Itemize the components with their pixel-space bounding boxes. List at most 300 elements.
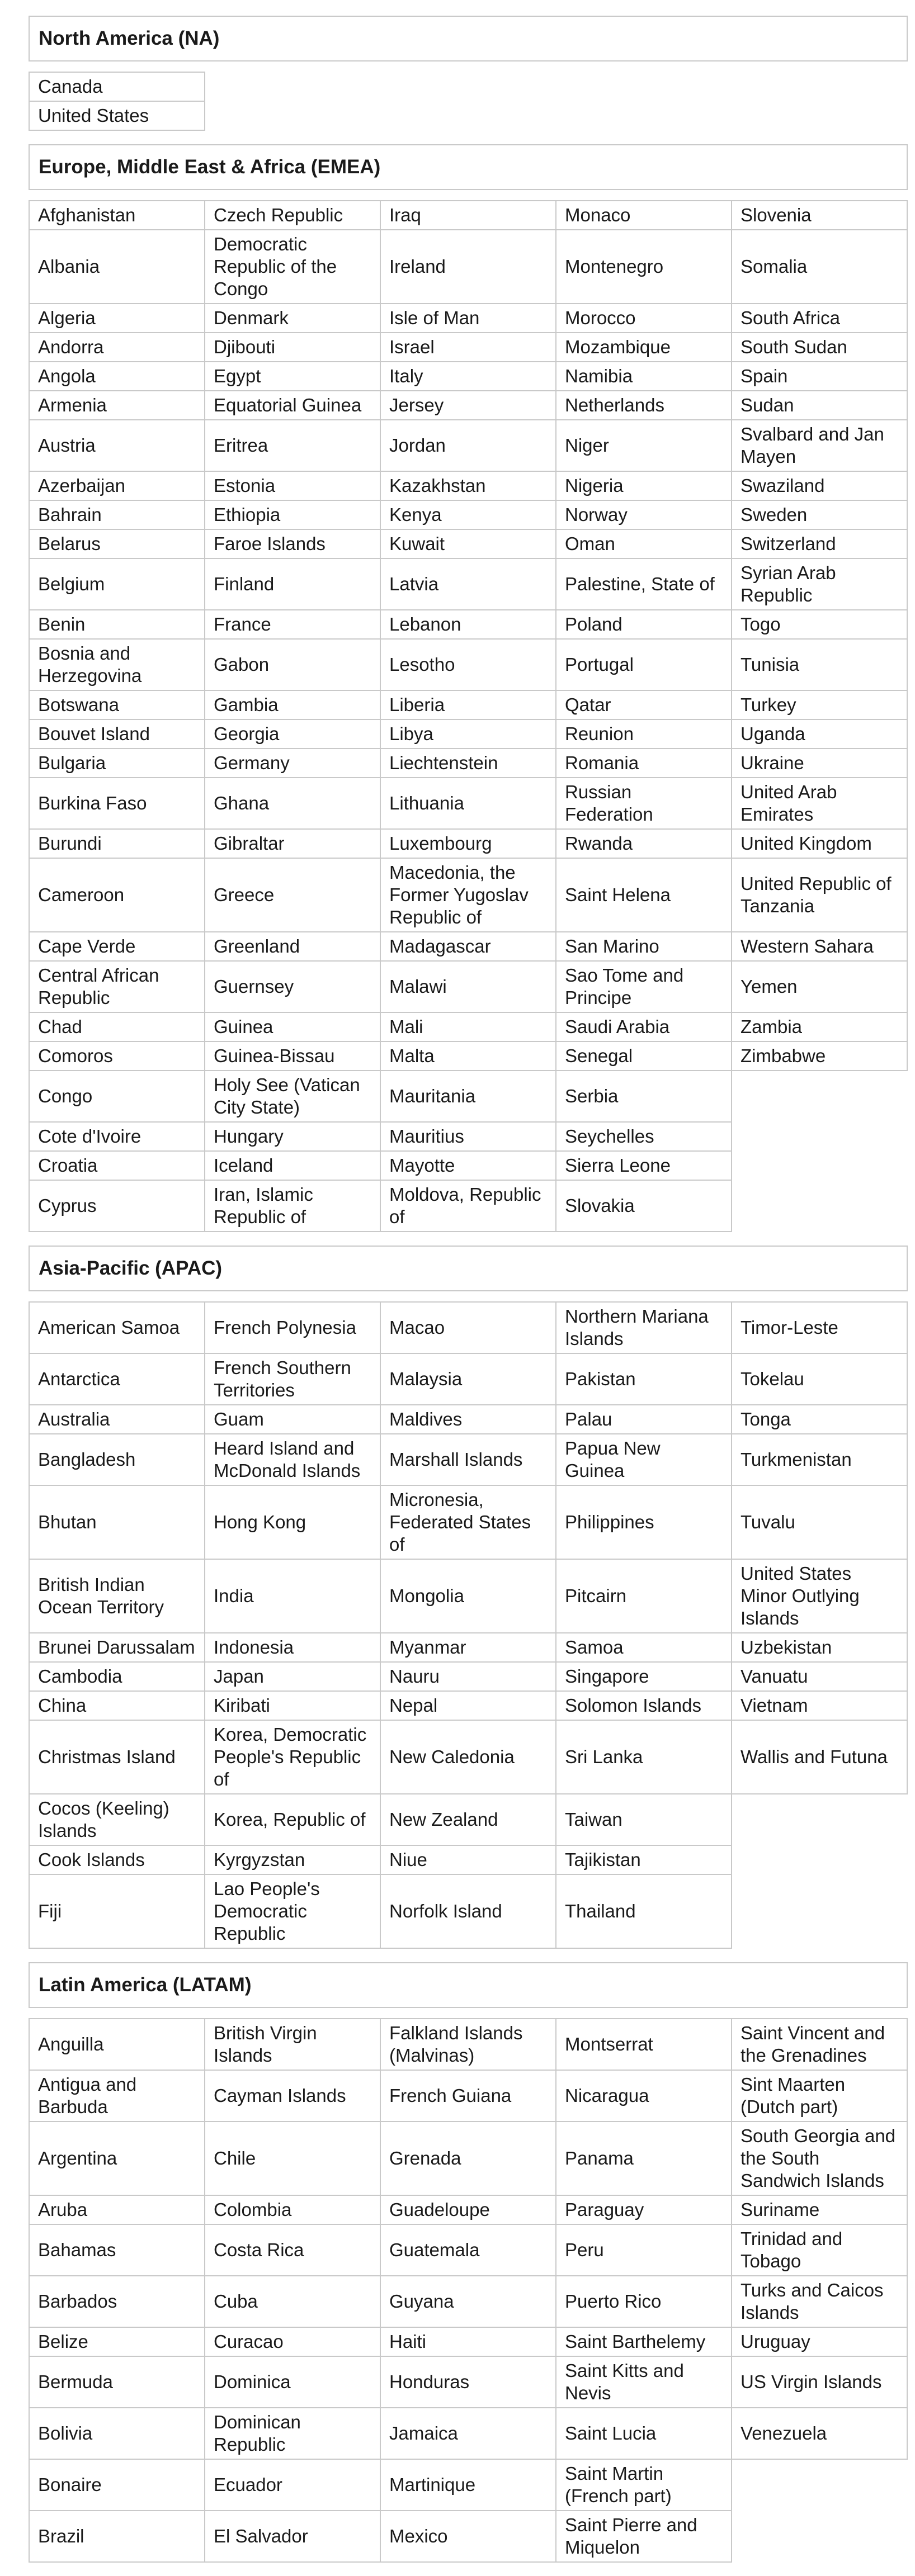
country-cell: Guam bbox=[205, 1405, 380, 1434]
empty-cell bbox=[732, 1151, 907, 1180]
country-cell: Equatorial Guinea bbox=[205, 391, 380, 420]
country-cell: Liechtenstein bbox=[380, 749, 556, 778]
country-cell: Montserrat bbox=[556, 2019, 732, 2070]
country-cell: Nigeria bbox=[556, 471, 732, 500]
country-cell: Curacao bbox=[205, 2327, 380, 2356]
country-cell: French Guiana bbox=[380, 2070, 556, 2122]
country-cell: Maldives bbox=[380, 1405, 556, 1434]
country-cell: Netherlands bbox=[556, 391, 732, 420]
table-row bbox=[29, 2276, 907, 2327]
country-table-latam bbox=[29, 2018, 908, 2563]
country-cell: Macedonia, the Former Yugoslav Republic of bbox=[380, 858, 556, 932]
country-cell: Ethiopia bbox=[205, 500, 380, 529]
country-cell: Heard Island and McDonald Islands bbox=[205, 1434, 380, 1485]
country-cell: Cambodia bbox=[29, 1662, 205, 1691]
country-cell: Comoros bbox=[29, 1041, 205, 1071]
table-row bbox=[29, 719, 907, 749]
country-cell: Niger bbox=[556, 420, 732, 471]
country-cell: Ukraine bbox=[732, 749, 907, 778]
table-row bbox=[29, 72, 908, 101]
empty-cell bbox=[732, 72, 908, 101]
table-row bbox=[29, 1071, 907, 1122]
country-cell: Egypt bbox=[205, 362, 380, 391]
empty-cell bbox=[732, 1845, 907, 1874]
country-cell: Hungary bbox=[205, 1122, 380, 1151]
region-section-emea bbox=[29, 144, 908, 1232]
table-row bbox=[29, 1874, 907, 1948]
country-cell: US Virgin Islands bbox=[732, 2356, 907, 2408]
country-cell: South Sudan bbox=[732, 333, 907, 362]
country-cell: Nauru bbox=[380, 1662, 556, 1691]
table-row bbox=[29, 1434, 907, 1485]
country-cell: Guadeloupe bbox=[380, 2195, 556, 2224]
country-cell: Monaco bbox=[556, 201, 732, 230]
country-cell: Togo bbox=[732, 610, 907, 639]
table-row bbox=[29, 2356, 907, 2408]
country-cell: Mexico bbox=[380, 2511, 556, 2562]
country-cell: Qatar bbox=[556, 690, 732, 719]
country-cell: Kazakhstan bbox=[380, 471, 556, 500]
region-header-na: North America (NA) bbox=[29, 16, 908, 61]
country-cell: Taiwan bbox=[556, 1794, 732, 1845]
empty-cell bbox=[732, 1122, 907, 1151]
country-cell: Italy bbox=[380, 362, 556, 391]
country-cell: Bouvet Island bbox=[29, 719, 205, 749]
country-cell: New Zealand bbox=[380, 1794, 556, 1845]
country-cell: Timor-Leste bbox=[732, 1302, 907, 1353]
country-cell: Indonesia bbox=[205, 1633, 380, 1662]
country-cell: France bbox=[205, 610, 380, 639]
empty-cell bbox=[205, 72, 380, 101]
country-cell: Lao People's Democratic Republic bbox=[205, 1874, 380, 1948]
country-cell: Georgia bbox=[205, 719, 380, 749]
table-row bbox=[29, 610, 907, 639]
country-cell: Burundi bbox=[29, 829, 205, 858]
country-cell: Greece bbox=[205, 858, 380, 932]
country-cell: Spain bbox=[732, 362, 907, 391]
empty-cell bbox=[732, 1180, 907, 1232]
country-cell: Cocos (Keeling) Islands bbox=[29, 1794, 205, 1845]
country-cell: Bonaire bbox=[29, 2459, 205, 2511]
country-cell: Gabon bbox=[205, 639, 380, 690]
country-cell: Uganda bbox=[732, 719, 907, 749]
country-cell: Isle of Man bbox=[380, 304, 556, 333]
country-cell: Singapore bbox=[556, 1662, 732, 1691]
country-cell: Samoa bbox=[556, 1633, 732, 1662]
empty-cell bbox=[732, 101, 908, 130]
country-cell: Cameroon bbox=[29, 858, 205, 932]
country-cell: Djibouti bbox=[205, 333, 380, 362]
country-cell: Croatia bbox=[29, 1151, 205, 1180]
table-row bbox=[29, 2122, 907, 2195]
country-cell: Guinea bbox=[205, 1012, 380, 1041]
country-cell: Azerbaijan bbox=[29, 471, 205, 500]
table-row bbox=[29, 201, 907, 230]
country-table-apac bbox=[29, 1301, 908, 1949]
table-row bbox=[29, 749, 907, 778]
country-cell: Algeria bbox=[29, 304, 205, 333]
table-row bbox=[29, 362, 907, 391]
country-cell: Saint Helena bbox=[556, 858, 732, 932]
country-cell: Czech Republic bbox=[205, 201, 380, 230]
table-row bbox=[29, 1485, 907, 1559]
country-cell: Tonga bbox=[732, 1405, 907, 1434]
country-cell: Barbados bbox=[29, 2276, 205, 2327]
country-cell: Congo bbox=[29, 1071, 205, 1122]
region-section-latam bbox=[29, 1962, 908, 2563]
country-cell: Saint Barthelemy bbox=[556, 2327, 732, 2356]
country-cell: United Republic of Tanzania bbox=[732, 858, 907, 932]
country-cell: Morocco bbox=[556, 304, 732, 333]
country-cell: Micronesia, Federated States of bbox=[380, 1485, 556, 1559]
empty-cell bbox=[732, 2511, 907, 2562]
country-cell: Moldova, Republic of bbox=[380, 1180, 556, 1232]
country-cell: Democratic Republic of the Congo bbox=[205, 230, 380, 304]
country-cell: Western Sahara bbox=[732, 932, 907, 961]
country-cell: Sudan bbox=[732, 391, 907, 420]
table-row bbox=[29, 1302, 907, 1353]
table-row bbox=[29, 2459, 907, 2511]
country-cell: Estonia bbox=[205, 471, 380, 500]
table-row bbox=[29, 858, 907, 932]
country-cell: Syrian Arab Republic bbox=[732, 558, 907, 610]
country-cell: Saint Lucia bbox=[556, 2408, 732, 2459]
country-cell: Saint Martin (French part) bbox=[556, 2459, 732, 2511]
country-cell: Christmas Island bbox=[29, 1720, 205, 1794]
region-header-emea: Europe, Middle East & Africa (EMEA) bbox=[29, 144, 908, 190]
country-cell: Faroe Islands bbox=[205, 529, 380, 558]
country-cell: Brazil bbox=[29, 2511, 205, 2562]
country-cell: Uzbekistan bbox=[732, 1633, 907, 1662]
country-cell: Sweden bbox=[732, 500, 907, 529]
country-cell: Sri Lanka bbox=[556, 1720, 732, 1794]
country-cell: Belgium bbox=[29, 558, 205, 610]
country-cell: Australia bbox=[29, 1405, 205, 1434]
country-cell: Turks and Caicos Islands bbox=[732, 2276, 907, 2327]
country-table-na bbox=[29, 72, 908, 131]
country-cell: Luxembourg bbox=[380, 829, 556, 858]
country-cell: Saint Vincent and the Grenadines bbox=[732, 2019, 907, 2070]
country-cell: Reunion bbox=[556, 719, 732, 749]
country-cell: New Caledonia bbox=[380, 1720, 556, 1794]
country-cell: South Africa bbox=[732, 304, 907, 333]
country-cell: Oman bbox=[556, 529, 732, 558]
country-cell: Central African Republic bbox=[29, 961, 205, 1012]
regions-container bbox=[29, 16, 908, 2563]
country-cell: Guyana bbox=[380, 2276, 556, 2327]
country-cell: Seychelles bbox=[556, 1122, 732, 1151]
table-row bbox=[29, 2408, 907, 2459]
table-row bbox=[29, 778, 907, 829]
country-cell: Thailand bbox=[556, 1874, 732, 1948]
table-row bbox=[29, 529, 907, 558]
empty-cell bbox=[380, 101, 556, 130]
table-row bbox=[29, 1720, 907, 1794]
table-row bbox=[29, 1012, 907, 1041]
country-cell: Rwanda bbox=[556, 829, 732, 858]
country-cell: United Kingdom bbox=[732, 829, 907, 858]
country-cell: Bolivia bbox=[29, 2408, 205, 2459]
country-cell: Mali bbox=[380, 1012, 556, 1041]
country-cell: Portugal bbox=[556, 639, 732, 690]
country-cell: Nepal bbox=[380, 1691, 556, 1720]
country-cell: Mongolia bbox=[380, 1559, 556, 1633]
country-cell: Guernsey bbox=[205, 961, 380, 1012]
country-cell: Holy See (Vatican City State) bbox=[205, 1071, 380, 1122]
country-cell: Ireland bbox=[380, 230, 556, 304]
table-row bbox=[29, 1405, 907, 1434]
table-row bbox=[29, 639, 907, 690]
country-cell: Niue bbox=[380, 1845, 556, 1874]
country-cell: Botswana bbox=[29, 690, 205, 719]
country-cell: Denmark bbox=[205, 304, 380, 333]
country-cell: Kenya bbox=[380, 500, 556, 529]
country-cell: Jamaica bbox=[380, 2408, 556, 2459]
country-cell: Israel bbox=[380, 333, 556, 362]
country-cell: Honduras bbox=[380, 2356, 556, 2408]
country-cell: Liberia bbox=[380, 690, 556, 719]
country-cell: Mauritius bbox=[380, 1122, 556, 1151]
empty-cell bbox=[732, 2459, 907, 2511]
table-row bbox=[29, 1845, 907, 1874]
country-cell: United States bbox=[29, 101, 205, 130]
table-row bbox=[29, 2070, 907, 2122]
country-cell: Bosnia and Herzegovina bbox=[29, 639, 205, 690]
table-row bbox=[29, 230, 907, 304]
country-cell: Bermuda bbox=[29, 2356, 205, 2408]
country-cell: Palestine, State of bbox=[556, 558, 732, 610]
country-cell: Venezuela bbox=[732, 2408, 907, 2459]
country-cell: Colombia bbox=[205, 2195, 380, 2224]
country-cell: Saint Kitts and Nevis bbox=[556, 2356, 732, 2408]
country-cell: Iceland bbox=[205, 1151, 380, 1180]
country-cell: Germany bbox=[205, 749, 380, 778]
table-row bbox=[29, 101, 908, 130]
empty-cell bbox=[732, 1874, 907, 1948]
country-cell: Jersey bbox=[380, 391, 556, 420]
table-row bbox=[29, 690, 907, 719]
empty-cell bbox=[556, 72, 732, 101]
country-cell: Aruba bbox=[29, 2195, 205, 2224]
country-cell: Zambia bbox=[732, 1012, 907, 1041]
country-cell: Burkina Faso bbox=[29, 778, 205, 829]
region-section-na bbox=[29, 16, 908, 131]
country-cell: Bahrain bbox=[29, 500, 205, 529]
country-cell: Sao Tome and Principe bbox=[556, 961, 732, 1012]
country-cell: Suriname bbox=[732, 2195, 907, 2224]
country-cell: Palau bbox=[556, 1405, 732, 1434]
empty-cell bbox=[732, 1794, 907, 1845]
country-cell: Brunei Darussalam bbox=[29, 1633, 205, 1662]
empty-cell bbox=[556, 101, 732, 130]
table-row bbox=[29, 2511, 907, 2562]
country-cell: French Polynesia bbox=[205, 1302, 380, 1353]
country-cell: Mozambique bbox=[556, 333, 732, 362]
country-cell: Sint Maarten (Dutch part) bbox=[732, 2070, 907, 2122]
table-row bbox=[29, 961, 907, 1012]
country-cell: Panama bbox=[556, 2122, 732, 2195]
country-cell: Korea, Republic of bbox=[205, 1794, 380, 1845]
table-row bbox=[29, 1151, 907, 1180]
country-cell: Kiribati bbox=[205, 1691, 380, 1720]
region-header-latam: Latin America (LATAM) bbox=[29, 1962, 908, 2008]
table-row bbox=[29, 2224, 907, 2276]
country-cell: British Indian Ocean Territory bbox=[29, 1559, 205, 1633]
country-cell: Bahamas bbox=[29, 2224, 205, 2276]
country-cell: Solomon Islands bbox=[556, 1691, 732, 1720]
country-cell: Swaziland bbox=[732, 471, 907, 500]
country-cell: Svalbard and Jan Mayen bbox=[732, 420, 907, 471]
country-cell: Benin bbox=[29, 610, 205, 639]
country-cell: Yemen bbox=[732, 961, 907, 1012]
region-section-apac bbox=[29, 1246, 908, 1949]
country-cell: United Arab Emirates bbox=[732, 778, 907, 829]
country-cell: Armenia bbox=[29, 391, 205, 420]
country-cell: Ecuador bbox=[205, 2459, 380, 2511]
country-cell: Vietnam bbox=[732, 1691, 907, 1720]
country-cell: Peru bbox=[556, 2224, 732, 2276]
country-cell: Latvia bbox=[380, 558, 556, 610]
table-row bbox=[29, 829, 907, 858]
country-cell: Cote d'Ivoire bbox=[29, 1122, 205, 1151]
country-cell: Dominica bbox=[205, 2356, 380, 2408]
country-cell: Romania bbox=[556, 749, 732, 778]
country-cell: Fiji bbox=[29, 1874, 205, 1948]
country-cell: Gambia bbox=[205, 690, 380, 719]
country-cell: Northern Mariana Islands bbox=[556, 1302, 732, 1353]
country-cell: Zimbabwe bbox=[732, 1041, 907, 1071]
table-row bbox=[29, 558, 907, 610]
country-cell: Bhutan bbox=[29, 1485, 205, 1559]
country-cell: Dominican Republic bbox=[205, 2408, 380, 2459]
country-cell: Iraq bbox=[380, 201, 556, 230]
country-cell: Antarctica bbox=[29, 1353, 205, 1405]
country-cell: Grenada bbox=[380, 2122, 556, 2195]
country-cell: Costa Rica bbox=[205, 2224, 380, 2276]
country-cell: El Salvador bbox=[205, 2511, 380, 2562]
country-cell: Libya bbox=[380, 719, 556, 749]
country-cell: Turkmenistan bbox=[732, 1434, 907, 1485]
country-cell: Malaysia bbox=[380, 1353, 556, 1405]
country-cell: Kuwait bbox=[380, 529, 556, 558]
table-row bbox=[29, 420, 907, 471]
table-row bbox=[29, 333, 907, 362]
country-cell: French Southern Territories bbox=[205, 1353, 380, 1405]
country-cell: Slovakia bbox=[556, 1180, 732, 1232]
country-cell: Montenegro bbox=[556, 230, 732, 304]
country-cell: Iran, Islamic Republic of bbox=[205, 1180, 380, 1232]
country-cell: Pitcairn bbox=[556, 1559, 732, 1633]
country-table-emea bbox=[29, 200, 908, 1232]
country-cell: Marshall Islands bbox=[380, 1434, 556, 1485]
country-cell: Slovenia bbox=[732, 201, 907, 230]
country-cell: China bbox=[29, 1691, 205, 1720]
country-cell: Mayotte bbox=[380, 1151, 556, 1180]
table-row bbox=[29, 1559, 907, 1633]
table-row bbox=[29, 1180, 907, 1232]
table-row bbox=[29, 932, 907, 961]
country-cell: Canada bbox=[29, 72, 205, 101]
empty-cell bbox=[205, 101, 380, 130]
country-cell: Malawi bbox=[380, 961, 556, 1012]
region-header-apac: Asia-Pacific (APAC) bbox=[29, 1246, 908, 1291]
table-row bbox=[29, 500, 907, 529]
country-cell: Lesotho bbox=[380, 639, 556, 690]
country-cell: Finland bbox=[205, 558, 380, 610]
table-row bbox=[29, 471, 907, 500]
country-cell: Turkey bbox=[732, 690, 907, 719]
country-cell: Russian Federation bbox=[556, 778, 732, 829]
country-cell: Saudi Arabia bbox=[556, 1012, 732, 1041]
country-cell: Philippines bbox=[556, 1485, 732, 1559]
country-cell: Hong Kong bbox=[205, 1485, 380, 1559]
country-cell: Papua New Guinea bbox=[556, 1434, 732, 1485]
country-cell: Chad bbox=[29, 1012, 205, 1041]
country-cell: Guinea-Bissau bbox=[205, 1041, 380, 1071]
country-cell: Norfolk Island bbox=[380, 1874, 556, 1948]
table-row bbox=[29, 2195, 907, 2224]
table-row bbox=[29, 1662, 907, 1691]
country-cell: Martinique bbox=[380, 2459, 556, 2511]
empty-cell bbox=[732, 1071, 907, 1122]
country-cell: Macao bbox=[380, 1302, 556, 1353]
country-cell: United States Minor Outlying Islands bbox=[732, 1559, 907, 1633]
country-cell: Somalia bbox=[732, 230, 907, 304]
country-cell: Cape Verde bbox=[29, 932, 205, 961]
country-cell: Angola bbox=[29, 362, 205, 391]
table-row bbox=[29, 1633, 907, 1662]
country-cell: Senegal bbox=[556, 1041, 732, 1071]
country-cell: Lebanon bbox=[380, 610, 556, 639]
country-cell: Myanmar bbox=[380, 1633, 556, 1662]
country-cell: Kyrgyzstan bbox=[205, 1845, 380, 1874]
country-cell: Nicaragua bbox=[556, 2070, 732, 2122]
country-cell: Gibraltar bbox=[205, 829, 380, 858]
country-cell: Tajikistan bbox=[556, 1845, 732, 1874]
country-cell: Uruguay bbox=[732, 2327, 907, 2356]
country-cell: Vanuatu bbox=[732, 1662, 907, 1691]
country-cell: Albania bbox=[29, 230, 205, 304]
table-row bbox=[29, 1122, 907, 1151]
table-row bbox=[29, 1794, 907, 1845]
country-cell: Puerto Rico bbox=[556, 2276, 732, 2327]
country-cell: Jordan bbox=[380, 420, 556, 471]
country-cell: Sierra Leone bbox=[556, 1151, 732, 1180]
country-cell: Andorra bbox=[29, 333, 205, 362]
country-cell: Argentina bbox=[29, 2122, 205, 2195]
country-cell: Cyprus bbox=[29, 1180, 205, 1232]
country-cell: Tokelau bbox=[732, 1353, 907, 1405]
country-cell: Belize bbox=[29, 2327, 205, 2356]
country-cell: Namibia bbox=[556, 362, 732, 391]
country-cell: Chile bbox=[205, 2122, 380, 2195]
country-cell: Norway bbox=[556, 500, 732, 529]
country-cell: Tunisia bbox=[732, 639, 907, 690]
country-cell: Switzerland bbox=[732, 529, 907, 558]
country-cell: Bulgaria bbox=[29, 749, 205, 778]
table-row bbox=[29, 1041, 907, 1071]
country-cell: San Marino bbox=[556, 932, 732, 961]
country-cell: Cook Islands bbox=[29, 1845, 205, 1874]
country-cell: Belarus bbox=[29, 529, 205, 558]
country-cell: British Virgin Islands bbox=[205, 2019, 380, 2070]
country-cell: Korea, Democratic People's Republic of bbox=[205, 1720, 380, 1794]
country-cell: South Georgia and the South Sandwich Islands bbox=[732, 2122, 907, 2195]
country-cell: Wallis and Futuna bbox=[732, 1720, 907, 1794]
country-cell: Madagascar bbox=[380, 932, 556, 961]
country-cell: Malta bbox=[380, 1041, 556, 1071]
country-cell: Cayman Islands bbox=[205, 2070, 380, 2122]
